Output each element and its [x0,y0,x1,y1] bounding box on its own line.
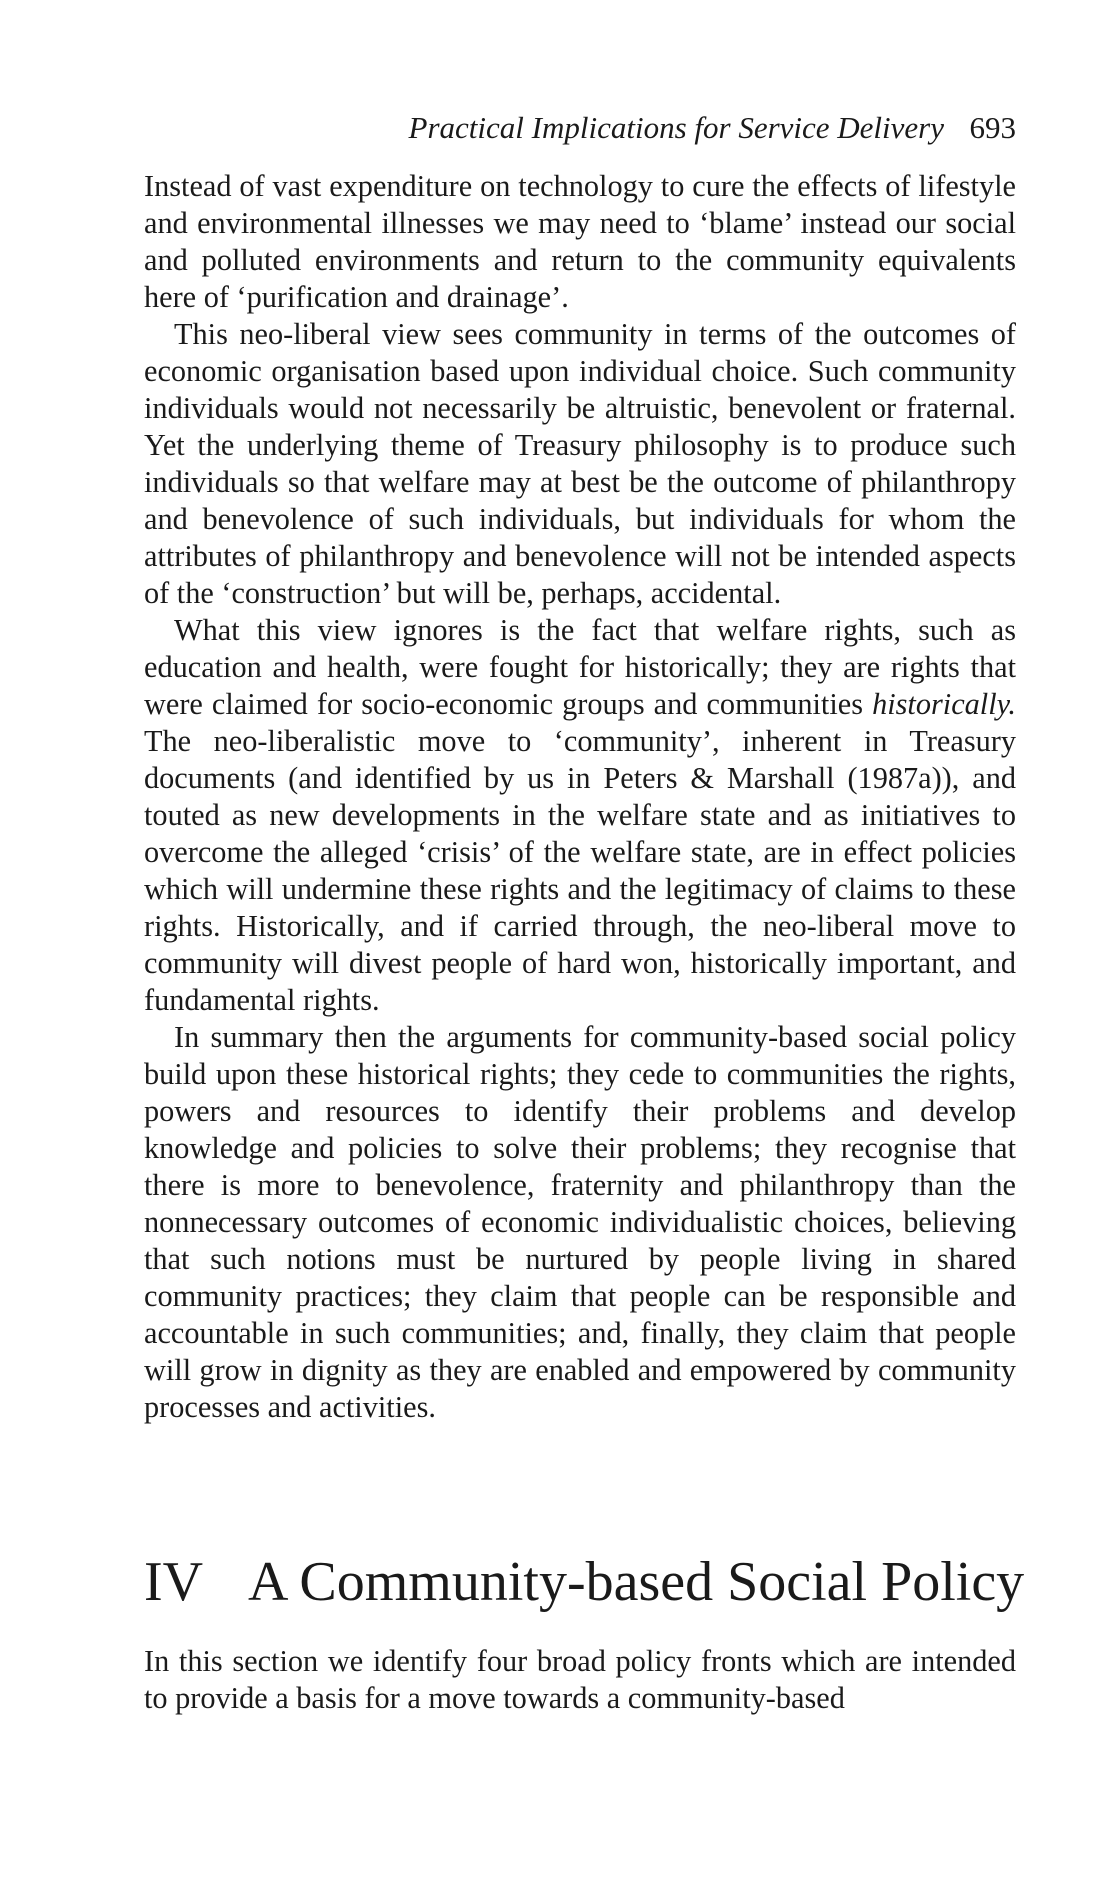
paragraph-2: This neo-liberal view sees community in terms of the outcomes of economic organisation based upon individual choice. Such community individuals would not necessarily be altruistic, benevolent or fraternal. Yet the underlying theme of Treasury philosophy is to produce such individuals so that welfare may at best be the outcome of philanthropy and benevolence of such individuals, but individuals for whom the attributes of philanthropy and benevolence will not be intended aspects of the ‘construction’ but will be, perhaps, accidental. [144,317,1016,610]
running-head [144,108,1016,148]
section-title: A Community-based Social Policy [248,1551,1025,1613]
section-intro-paragraph: In this section we identify four broad policy fronts which are intended to provide a basis for a move towards a community-based [144,1644,1016,1715]
paragraph-3-text-before: What this view ignores is the fact that welfare rights, such as education and health, were fought for historically; they are rights that were claimed for socio-economic groups and communities [144,613,1016,721]
paragraph-3-text-after: The neo-liberalistic move to ‘community’, inherent in Treasury documents (and identified by us in Peters & Marshall (1987a)), and touted as new developments in the welfare state and as initiatives to overcome the alleged ‘crisis’ of the welfare state, are in effect policies which will undermine these rights and the legitimacy of claims to these rights. Historically, and if carried through, the neo-liberal move to community will divest people of hard won, historically important, and fundamental rights. [144,724,1016,1017]
paragraph-3 [144,612,1016,1019]
paragraph-1: Instead of vast expenditure on technology to cure the effects of lifestyle and environmental illnesses we may need to ‘blame’ instead our social and polluted environments and return to the community equivalents here of ‘purification and drainage’. [144,169,1016,314]
section-heading [144,1547,1025,1617]
paragraph-3-emphasis: historically. [872,687,1016,721]
page-number: 693 [969,110,1016,145]
running-head-title: Practical Implications for Service Delivery [408,110,944,145]
body-text [144,168,1016,1426]
paragraph-4: In summary then the arguments for community-based social policy build upon these historical rights; they cede to communities the rights, powers and resources to identify their problems and develop knowledge and policies to solve their problems; they recognise that there is more to benevolence, fraternity and philanthropy than the nonnecessary outcomes of economic individualistic choices, believing that such notions must be nurtured by people living in shared community practices; they claim that people can be responsible and accountable in such communities; and, finally, they claim that people will grow in dignity as they are enabled and empowered by community processes and activities. [144,1020,1016,1424]
section-number: IV [144,1551,204,1613]
